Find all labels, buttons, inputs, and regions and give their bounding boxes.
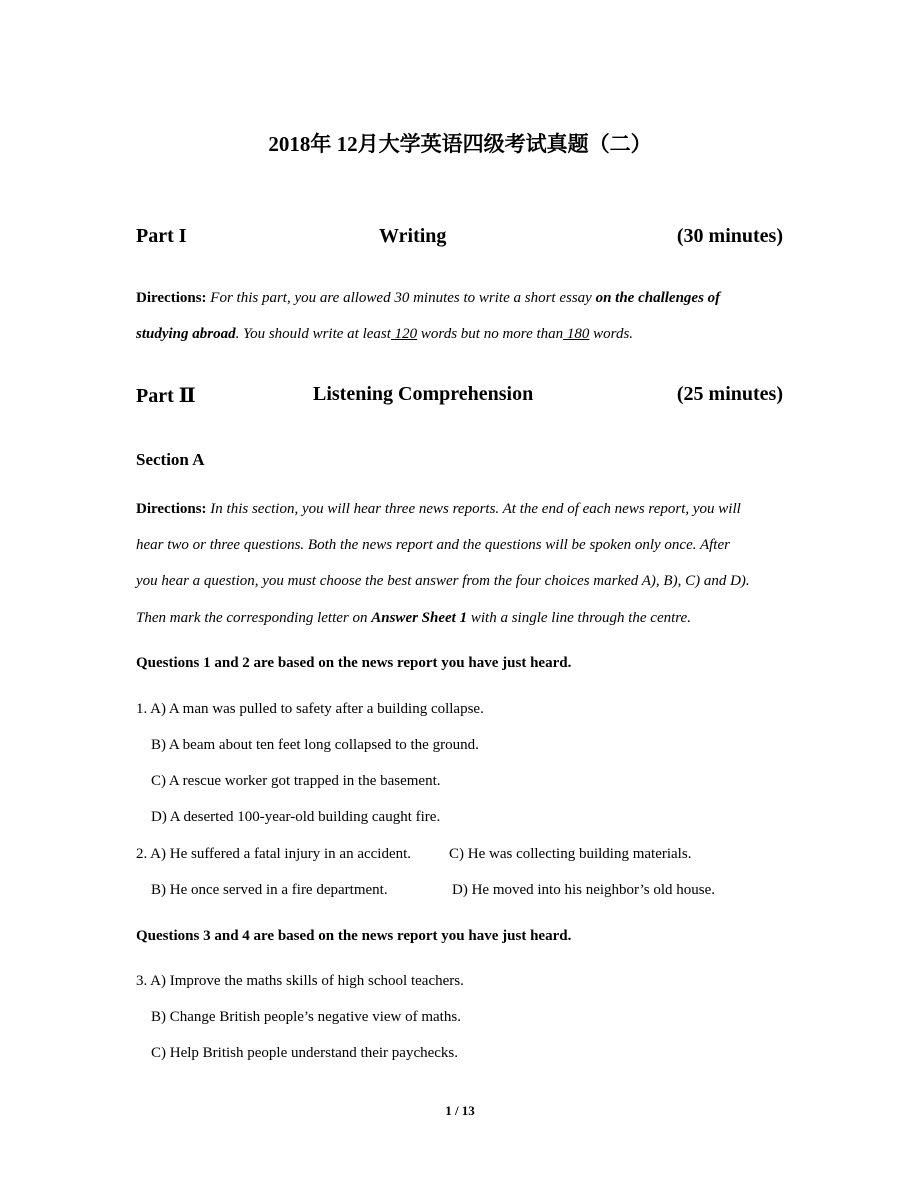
part2-directions-line1: [136, 499, 741, 519]
q2-option-a: 2. A) He suffered a fatal injury in an accident.: [136, 846, 412, 862]
part1-directions-line1: [136, 288, 720, 308]
max-words: 180: [563, 326, 590, 342]
directions-text: . You should write at least: [235, 326, 391, 342]
q3-option-a: 3. A) Improve the maths skills of high school teachers.: [136, 973, 464, 989]
q1-option-c: C) A rescue worker got trapped in the basement.: [151, 773, 441, 789]
part2-directions-line4: [136, 608, 691, 628]
q1-option-a: 1. A) A man was pulled to safety after a building collapse.: [136, 701, 484, 717]
part2-name: Listening Comprehension: [313, 383, 534, 405]
q1-option-d: D) A deserted 100-year-old building caught fire.: [151, 809, 441, 825]
answer-sheet-ref: Answer Sheet 1: [371, 610, 468, 626]
q2-option-c: C) He was collecting building materials.: [449, 846, 692, 862]
part2-directions-line2: hear two or three questions. Both the news report and the questions will be spoken only once. After: [136, 537, 730, 553]
q1-option-b: B) A beam about ten feet long collapsed to the ground.: [151, 737, 479, 753]
directions-text: words but no more than: [417, 326, 564, 342]
part2-directions-line3: you hear a question, you must choose the best answer from the four choices marked A), B), C) and D).: [136, 573, 750, 589]
directions-label: Directions:: [136, 290, 207, 306]
part2-time: (25 minutes): [676, 383, 783, 405]
q3-option-c: C) Help British people understand their paychecks.: [151, 1045, 459, 1061]
essay-topic-cont: studying abroad: [136, 326, 236, 342]
page-title: 2018年 12月大学英语四级考试真题（二）: [268, 132, 652, 156]
part1-time: (30 minutes): [676, 225, 783, 247]
part1-name: Writing: [379, 225, 447, 247]
directions-text: For this part, you are allowed 30 minutes to write a short essay: [206, 290, 596, 306]
q2-option-b: B) He once served in a fire department.: [151, 882, 388, 898]
min-words: 120: [390, 326, 418, 342]
directions-text: words.: [589, 326, 634, 342]
directions-text: In this section, you will hear three news reports. At the end of each news report, you will: [206, 501, 741, 517]
section-a-heading: Section A: [136, 450, 205, 469]
part1-directions-line2: [136, 324, 633, 344]
directions-label: Directions:: [136, 501, 207, 517]
part2-label: Part Ⅱ: [136, 385, 196, 407]
question-group-2-heading: Questions 3 and 4 are based on the news report you have just heard.: [136, 928, 572, 944]
q2-option-d: D) He moved into his neighbor’s old house.: [452, 882, 716, 898]
question-group-1-heading: Questions 1 and 2 are based on the news report you have just heard.: [136, 655, 572, 671]
directions-text: Then mark the corresponding letter on: [136, 610, 372, 626]
page-number: 1 / 13: [445, 1103, 475, 1118]
essay-topic: on the challenges of: [595, 290, 721, 306]
q3-option-b: B) Change British people’s negative view of maths.: [151, 1009, 461, 1025]
part1-label: Part I: [136, 225, 187, 247]
directions-text: with a single line through the centre.: [467, 610, 691, 626]
